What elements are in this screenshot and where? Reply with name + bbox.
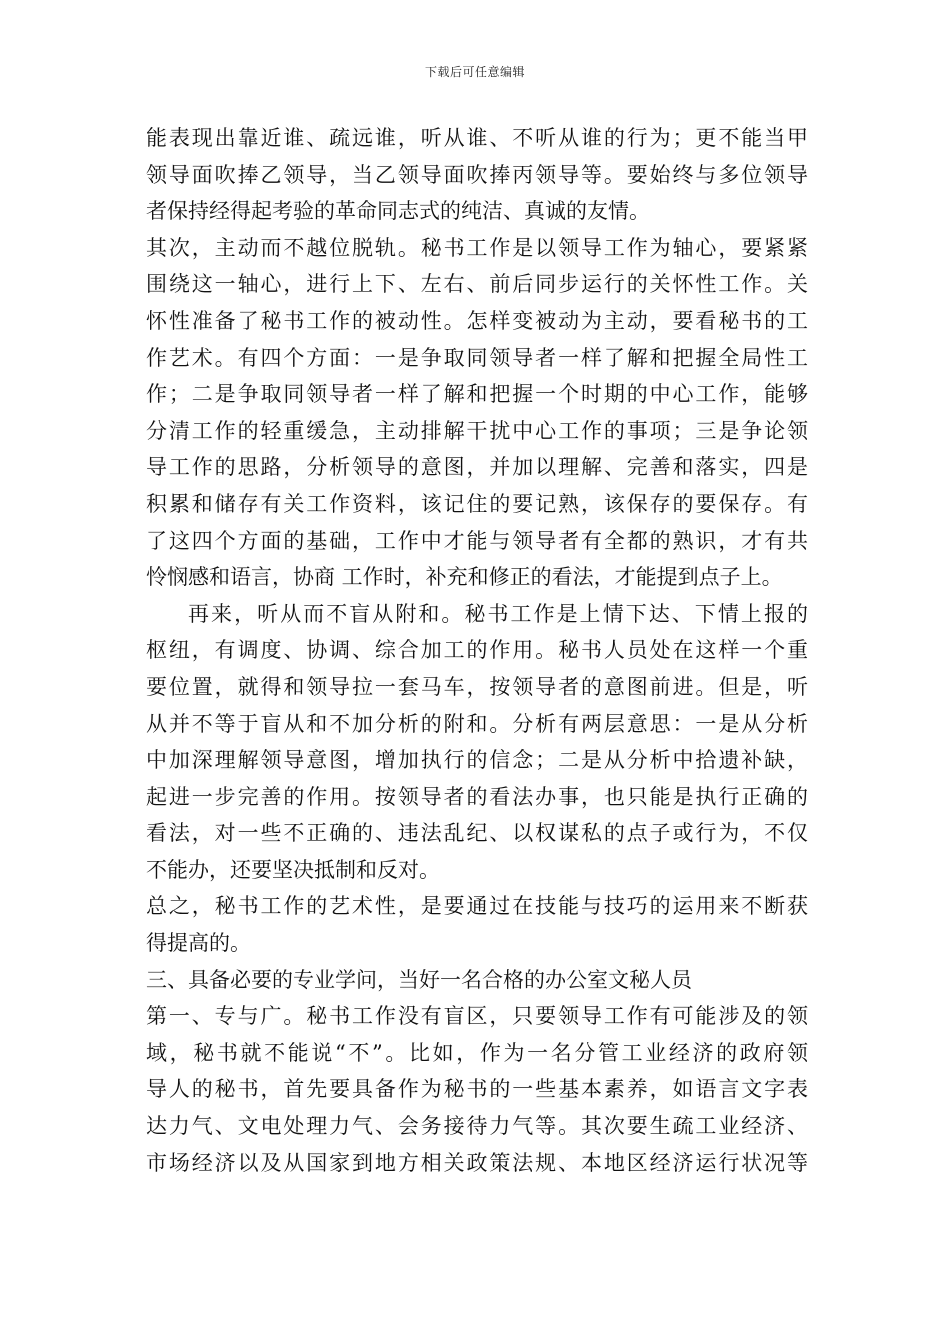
text-line: 围绕这一轴心，进行上下、左右、前后同步运行的关怀性工作。关 [146,272,808,297]
text-line: 枢纽，有调度、协调、综合加工的作用。秘书人员处在这样一个重 [146,638,808,663]
text-line: 总之，秘书工作的艺术性，是要通过在技能与技巧的运用来不断获 [146,894,808,919]
document-body [146,120,808,1181]
text-line: 市场经济以及从国家到地方相关政策法规、本地区经济运行状况等 [146,1150,808,1175]
text-line: 领导面吹捧乙领导，当乙领导面吹捧丙领导等。要始终与多位领导 [146,162,808,187]
text-line: 积累和储存有关工作资料，该记住的要记熟，该保存的要保存。有 [146,491,808,516]
text-line: 了这四个方面的基础，工作中才能与领导者有全都的熟识，才有共 [146,528,808,553]
text-line: 作艺术。有四个方面：一是争取同领导者一样了解和把握全局性工 [146,345,808,370]
text-line: 域，秘书就不能说“不”。比如，作为一名分管工业经济的政府领 [146,1040,808,1065]
text-line: 中加深理解领导意图，增加执行的信念；二是从分析中拾遗补缺， [146,748,808,773]
text-line: 要位置，就得和领导拉一套马车，按领导者的意图前进。但是，听 [146,674,808,699]
text-line: 不能办，还要坚决抵制和反对。 [146,857,440,882]
text-line: 第一、专与广。秘书工作没有盲区，只要领导工作有可能涉及的领 [146,1004,808,1029]
text-line: 导工作的思路，分析领导的意图，并加以理解、完善和落实，四是 [146,455,808,480]
page-header: 下载后可任意编辑 [424,65,525,79]
text-line: 怀性准备了秘书工作的被动性。怎样变被动为主动，要看秘书的工 [146,308,808,333]
text-line: 分清工作的轻重缓急，主动排解干扰中心工作的事项；三是争论领 [146,418,808,443]
text-line: 再来，听从而不盲从附和。秘书工作是上情下达、下情上报的 [188,601,808,626]
text-line: 其次，主动而不越位脱轨。秘书工作是以领导工作为轴心，要紧紧 [146,235,808,260]
text-line: 作；二是争取同领导者一样了解和把握一个时期的中心工作，能够 [146,382,808,407]
text-line: 能表现出靠近谁、疏远谁，听从谁、不听从谁的行为；更不能当甲 [146,126,808,150]
text-line: 看法，对一些不正确的、违法乱纪、以权谋私的点子或行为，不仅 [146,821,808,846]
text-line: 导人的秘书，首先要具备作为秘书的一些基本素养，如语言文字表 [146,1077,808,1102]
text-line: 起进一步完善的作用。按领导者的看法办事，也只能是执行正确的 [146,784,808,809]
text-line: 得提高的。 [146,931,251,956]
text-line: 达力气、文电处理力气、会务接待力气等。其次要生疏工业经济、 [146,1114,808,1139]
text-line: 怜悯感和语言，协商 工作时，补充和修正的看法，才能提到点子上。 [146,565,783,590]
text-line: 者保持经得起考验的革命同志式的纯洁、真诚的友情。 [146,199,650,224]
text-line: 从并不等于盲从和不加分析的附和。分析有两层意思：一是从分析 [146,711,808,736]
text-line: 三、具备必要的专业学问，当好一名合格的办公室文秘人员 [146,967,692,992]
